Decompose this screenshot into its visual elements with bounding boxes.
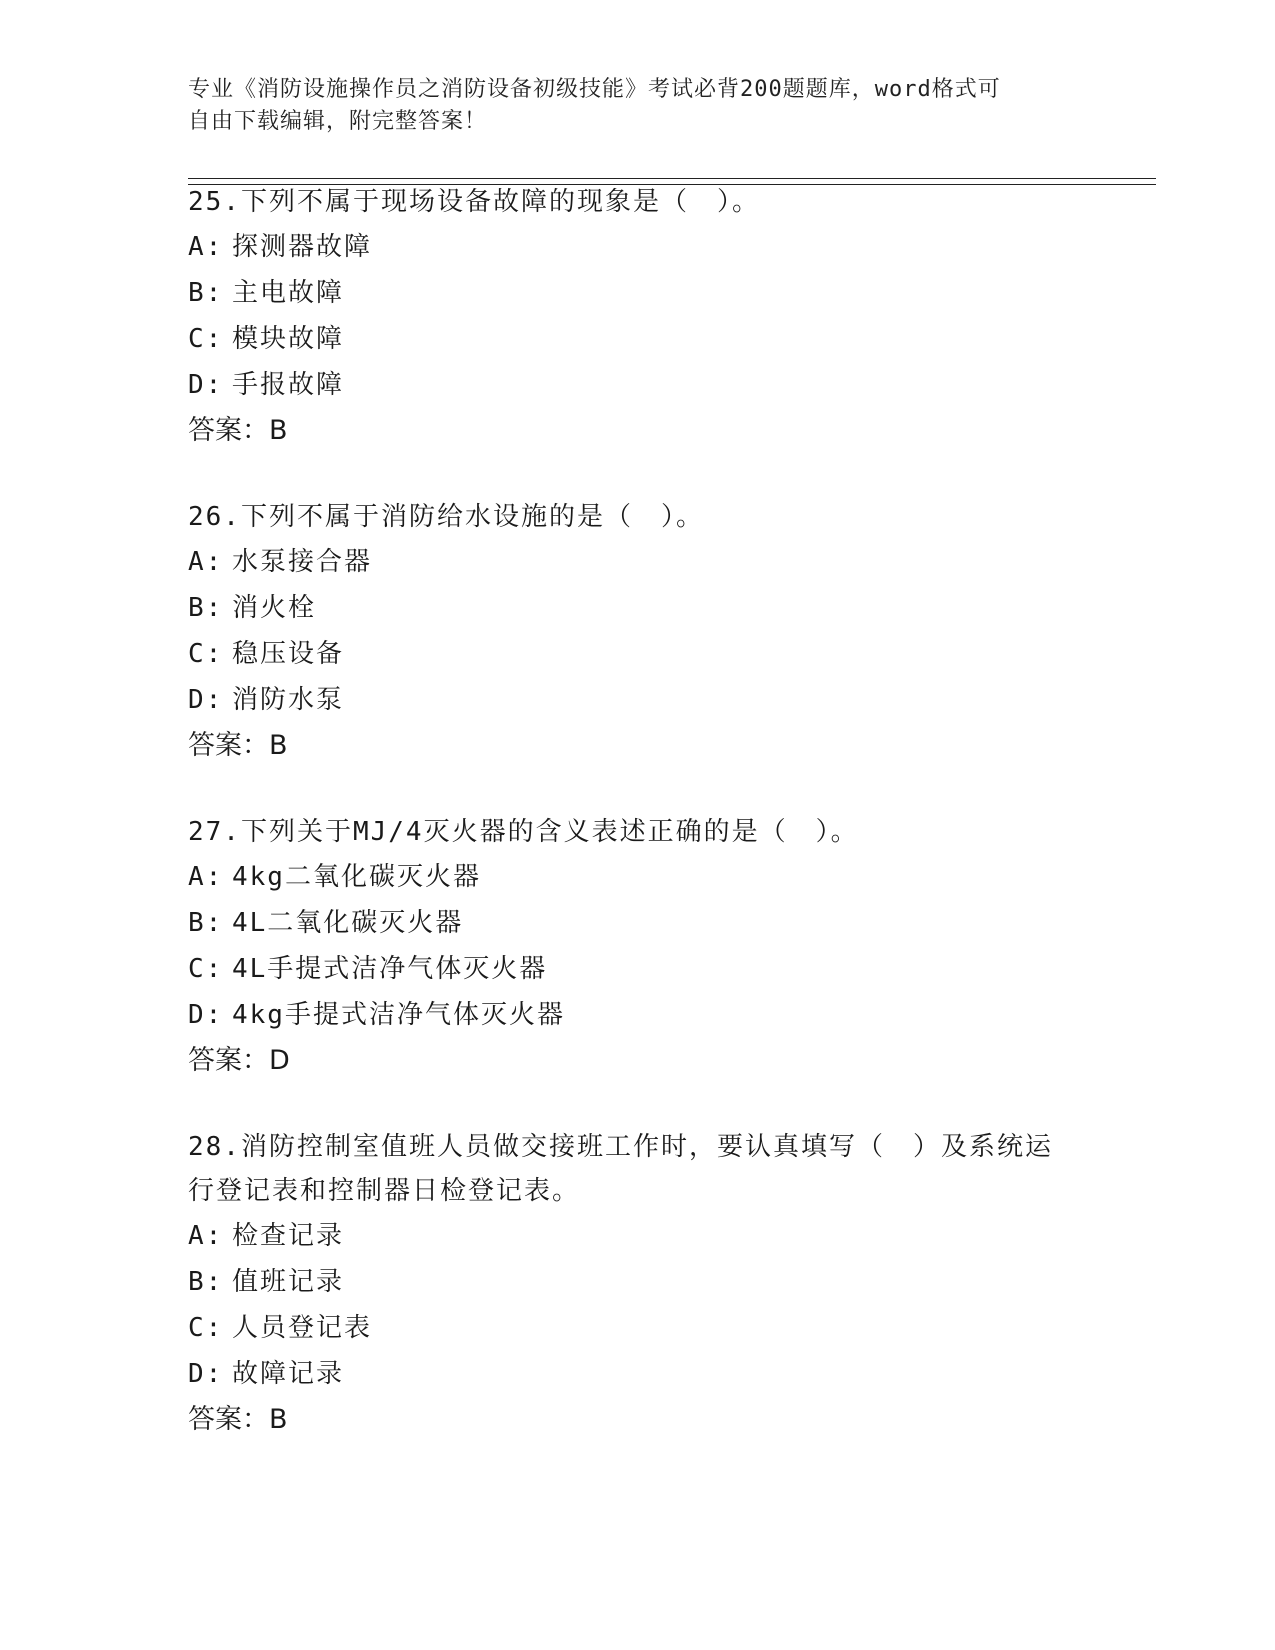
- option-key: C:: [188, 1313, 224, 1343]
- option-text: 4L二氧化碳灭火器: [232, 908, 464, 938]
- answer-line: 答案：B: [188, 730, 288, 761]
- option-a: [188, 224, 1088, 270]
- question-26: [188, 495, 1088, 769]
- option-key: D:: [188, 370, 224, 400]
- header-rule-top: [188, 178, 1156, 179]
- option-text: 水泵接合器: [232, 547, 373, 577]
- option-a: [188, 539, 1088, 585]
- option-b: [188, 270, 1088, 316]
- option-text: 4kg手提式洁净气体灭火器: [232, 1000, 565, 1030]
- document-header: [188, 74, 1068, 138]
- option-text: 4kg二氧化碳灭火器: [232, 862, 481, 892]
- option-key: C:: [188, 324, 224, 354]
- answer-line: 答案：B: [188, 1404, 288, 1435]
- option-text: 4L手提式洁净气体灭火器: [232, 954, 548, 984]
- option-key: B:: [188, 593, 224, 623]
- question-stem-line: 28.消防控制室值班人员做交接班工作时，要认真填写（ ）及系统运: [188, 1132, 1053, 1162]
- question-stem: [188, 1125, 1088, 1213]
- option-a: [188, 854, 1088, 900]
- option-d: [188, 362, 1088, 408]
- question-stem-line: 27.下列关于MJ/4灭火器的含义表述正确的是（ ）。: [188, 817, 859, 847]
- question-27: [188, 810, 1088, 1084]
- option-d: [188, 677, 1088, 723]
- answer-line: 答案：B: [188, 415, 288, 446]
- option-key: C:: [188, 639, 224, 669]
- question-stem-line: 26.下列不属于消防给水设施的是（ ）。: [188, 502, 704, 532]
- option-c: [188, 631, 1088, 677]
- option-key: D:: [188, 1000, 224, 1030]
- option-key: C:: [188, 954, 224, 984]
- option-d: [188, 992, 1088, 1038]
- answer-line: 答案：D: [188, 1045, 290, 1076]
- option-b: [188, 900, 1088, 946]
- option-text: 人员登记表: [232, 1313, 373, 1343]
- option-b: [188, 585, 1088, 631]
- question-stem: [188, 495, 1088, 539]
- option-text: 消防水泵: [232, 685, 345, 715]
- option-key: A:: [188, 547, 224, 577]
- option-text: 消火栓: [232, 593, 317, 623]
- header-line-1: 专业《消防设施操作员之消防设备初级技能》考试必背200题题库，word格式可: [188, 77, 1001, 102]
- option-key: A:: [188, 232, 224, 262]
- option-b: [188, 1259, 1088, 1305]
- option-key: A:: [188, 862, 224, 892]
- option-text: 主电故障: [232, 278, 345, 308]
- question-stem: [188, 810, 1088, 854]
- option-text: 故障记录: [232, 1359, 345, 1389]
- option-key: D:: [188, 1359, 224, 1389]
- question-stem-line: 行登记表和控制器日检登记表。: [188, 1176, 581, 1206]
- option-key: B:: [188, 908, 224, 938]
- option-key: A:: [188, 1221, 224, 1251]
- option-text: 手报故障: [232, 370, 345, 400]
- option-text: 稳压设备: [232, 639, 345, 669]
- header-line-2: 自由下载编辑，附完整答案！: [188, 109, 488, 134]
- question-25: [188, 180, 1088, 454]
- question-stem-line: 25.下列不属于现场设备故障的现象是（ ）。: [188, 187, 760, 217]
- option-text: 值班记录: [232, 1267, 345, 1297]
- option-key: B:: [188, 278, 224, 308]
- option-key: D:: [188, 685, 224, 715]
- option-a: [188, 1213, 1088, 1259]
- option-text: 模块故障: [232, 324, 345, 354]
- option-d: [188, 1351, 1088, 1397]
- question-28: [188, 1125, 1088, 1443]
- option-text: 检查记录: [232, 1221, 345, 1251]
- option-c: [188, 946, 1088, 992]
- option-text: 探测器故障: [232, 232, 373, 262]
- option-c: [188, 316, 1088, 362]
- option-key: B:: [188, 1267, 224, 1297]
- question-stem: [188, 180, 1088, 224]
- option-c: [188, 1305, 1088, 1351]
